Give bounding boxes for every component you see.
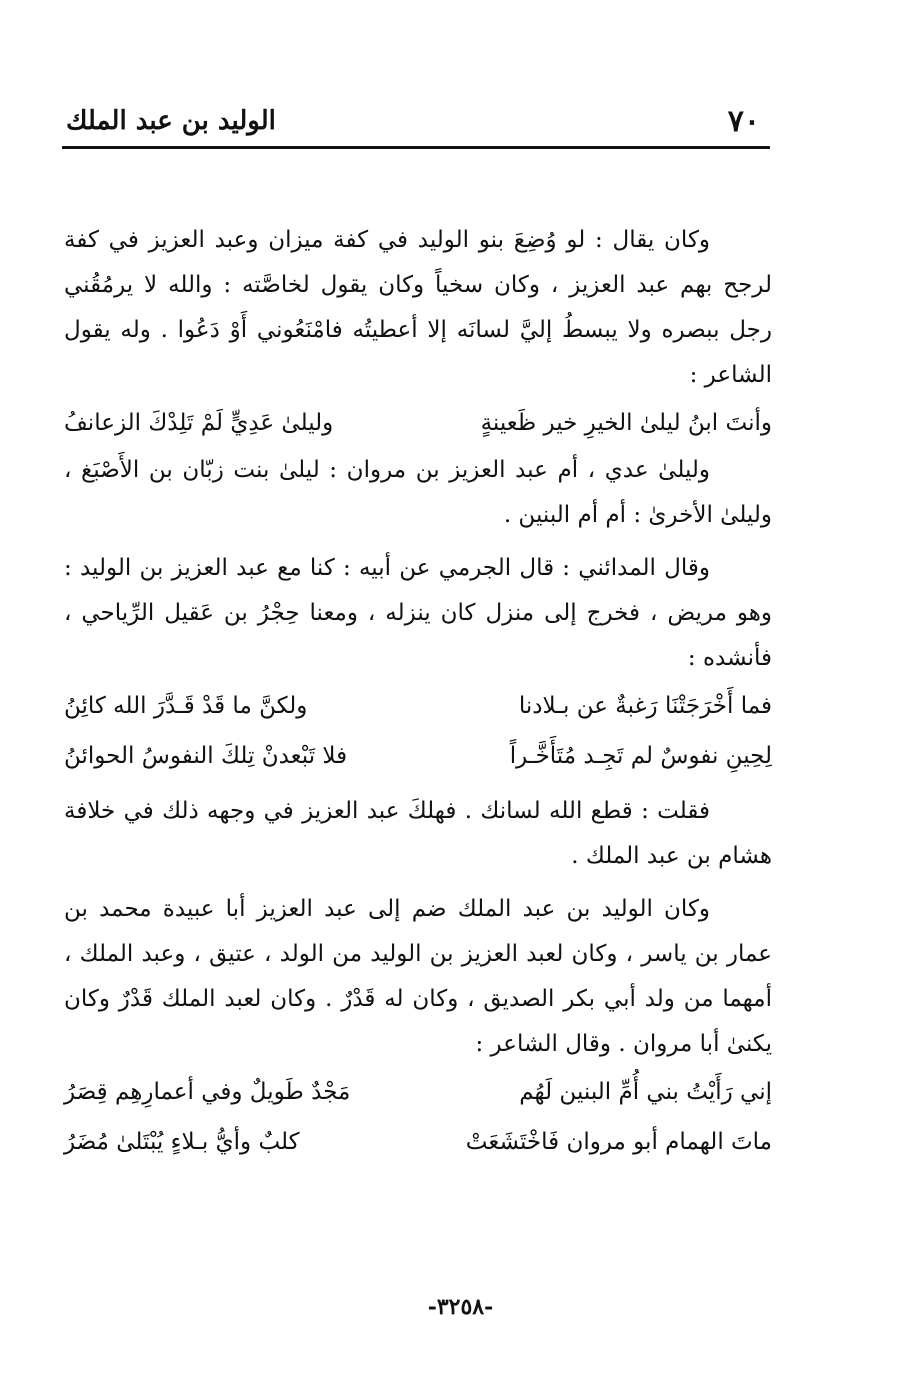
folio-number: -٣٢٥٨- (427, 1294, 494, 1320)
verse-second-hemistich: فلا تَبْعدنْ تِلكَ النفوسُ الحوائنُ (64, 743, 348, 769)
verse-line (64, 681, 772, 731)
paragraph: وقال المدائني : قال الجرمي عن أبيه : كنا مع عبد العزيز بن الوليد : وهو مريض ، فخرج إلى منزل كان ينزله ، ومعنا حِجْرُ بن عَقيل الرِّياحي ، فأنشده : (64, 555, 772, 671)
verse-line (64, 731, 772, 781)
verse-second-hemistich: مَجْدٌ طَويلٌ وفي أعمارِهِم قِصَرُ (64, 1079, 351, 1105)
body-text (64, 218, 772, 1167)
verse-line (64, 1067, 772, 1117)
verse-line (64, 1117, 772, 1167)
verse-second-hemistich: كلبٌ وأيُّ بـلاءٍ يُبْتَلىٰ مُضَرُ (64, 1129, 300, 1155)
paragraph: وليلىٰ عدي ، أم عبد العزيز بن مروان : ليلىٰ بنت زبّان بن الأَصْبَغ ، وليلىٰ الأخرىٰ : أم أم البنين . (64, 457, 772, 528)
paragraph: فقلت : قطع الله لسانك . فهلكَ عبد العزيز في وجهه ذلك في خلافة هشام بن عبد الملك . (64, 798, 772, 869)
verse-line (64, 398, 772, 448)
verse-second-hemistich: وليلىٰ عَدِيٍّ لَمْ تَلِدْكَ الزعانفُ (64, 410, 334, 436)
verse-first-hemistich: لِحِينِ نفوسٌ لم تَجِـد مُتَأَخَّـراً (509, 743, 772, 769)
header-rule (62, 146, 770, 149)
verse-first-hemistich: وأنتَ ابنُ ليلىٰ الخيرِ خير ظَعينةٍ (480, 410, 772, 436)
page-number: ٧٠ (727, 104, 760, 139)
verse-first-hemistich: فما أَخْرَجَتْنَا رَغبةٌ عن بـلادنا (518, 693, 772, 719)
paragraph: وكان يقال : لو وُضِعَ بنو الوليد في كفة ميزان وعبد العزيز في كفة لرجح بهم عبد العزيز ، وكان سخياً وكان يقول لخاصَّته : والله لا يرمُقُني رجل ببصره ولا يبسطُ إليَّ لسانَه إلا أعطيتُه فامْنَعُوني أَوْ دَعُوا . وله يقول الشاعر : (64, 227, 772, 388)
page-header (62, 100, 770, 146)
running-title: الوليد بن عبد الملك (66, 106, 276, 136)
paragraph: وكان الوليد بن عبد الملك ضم إلى عبد العزيز أبا عبيدة محمد بن عمار بن ياسر ، وكان لعبد العزيز بن الوليد من الولد ، عتيق ، وعبد الملك ، أمهما من ولد أبي بكر الصديق ، وكان له قَدْرٌ . وكان لعبد الملك قَدْرٌ وكان يكنىٰ أبا مروان . وقال الشاعر : (64, 896, 772, 1057)
verse-second-hemistich: ولكنَّ ما قَدْ قَـدَّرَ الله كائِنُ (64, 693, 308, 719)
verse-first-hemistich: ماتَ الهمام أبو مروان فَاخْتَشَعَتْ (465, 1129, 772, 1155)
verse-first-hemistich: إني رَأَيْتُ بني أُمِّ البنين لَهُم (519, 1079, 772, 1105)
